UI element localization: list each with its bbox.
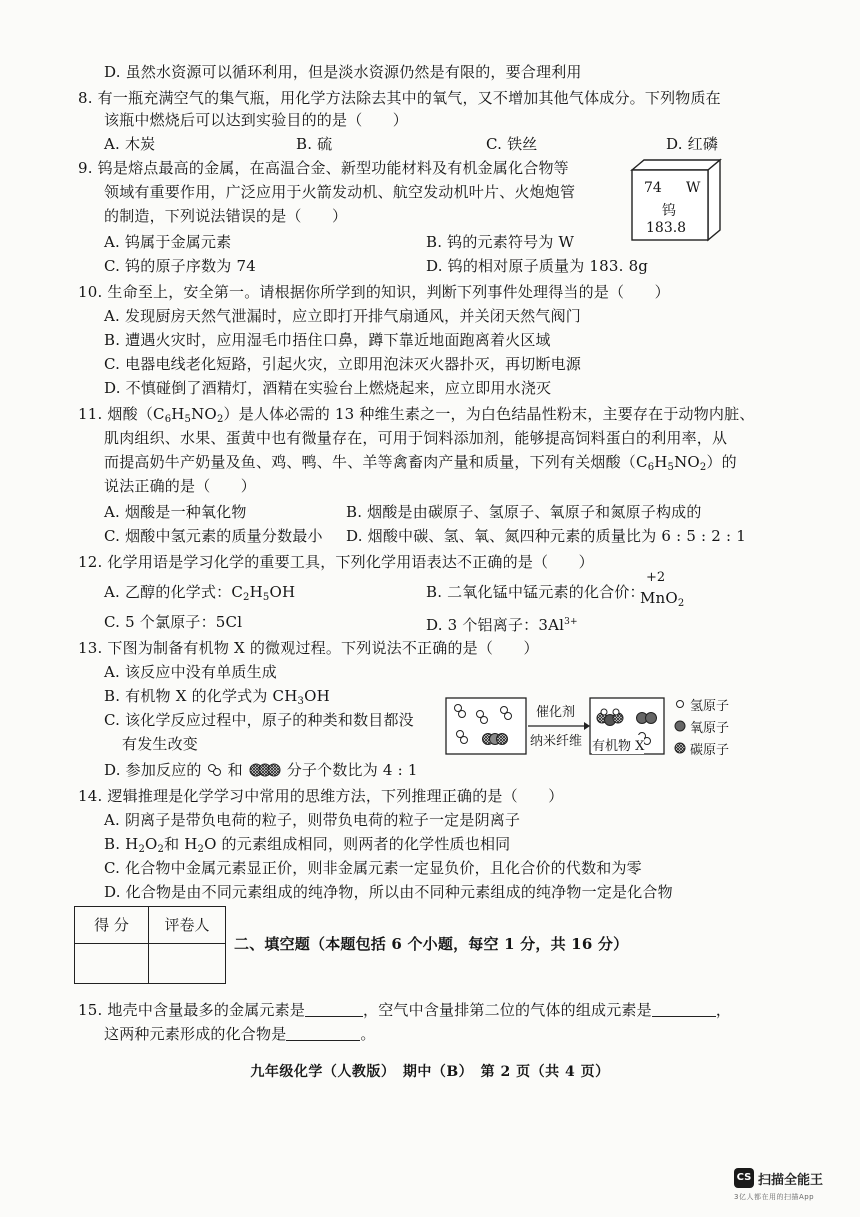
- co-molecule-icon: [248, 763, 282, 777]
- legend-carbon: 碳原子: [690, 743, 730, 758]
- q9-option-b: B. 钨的元素符号为 W: [426, 233, 575, 251]
- q11-stem-3: 而提高奶牛产奶量及鱼、鸡、鸭、牛、羊等禽畜肉产量和质量，下列有关烟酸$(C_6H_5NO_2)$的: [104, 453, 737, 473]
- product-label: 有机物 X: [592, 735, 644, 754]
- q12-option-a: A. 乙醇的化学式：$C_2H_5OH$: [104, 583, 296, 603]
- q14-option-b: B. $H_2O_2$和 $H_2O$ 的元素组成相同，则两者的化学性质也相同: [104, 835, 511, 855]
- score-cell[interactable]: [75, 944, 149, 983]
- q15-blank-1[interactable]: [305, 1002, 363, 1017]
- camscanner-logo-icon: CS: [734, 1168, 754, 1188]
- q15-line-2: 这两种元素形成的化合物是 。: [104, 1025, 376, 1043]
- q12-option-d: D. 3 个铝离子：$3Al^{3+}$: [426, 616, 578, 634]
- q14-option-c: C. 化合物中金属元素显正价，则非金属元素一定显负价，且化合价的代数和为零: [104, 859, 642, 877]
- q12-stem: 12. 化学用语是学习化学的重要工具，下列化学用语表达不正确的是（ ）: [78, 553, 594, 571]
- q8-option-d: D. 红磷: [666, 135, 719, 153]
- element-symbol: W: [686, 180, 701, 196]
- element-name: 钨: [662, 203, 676, 219]
- q11-option-c: C. 烟酸中氢元素的质量分数最小: [104, 527, 323, 545]
- q12-valence-mark: +2: [646, 570, 666, 585]
- q9-option-c: C. 钨的原子序数为 74: [104, 257, 256, 275]
- q8-stem-1: 8. 有一瓶充满空气的集气瓶，用化学方法除去其中的氧气，又不增加其他气体成分。下列物质在: [78, 89, 721, 107]
- q14-option-a: A. 阴离子是带负电荷的粒子，则带负电荷的粒子一定是阴离子: [104, 811, 521, 829]
- atomic-mass: 183.8: [646, 220, 687, 236]
- scanner-app-name: 扫描全能王: [758, 1173, 824, 1188]
- q9-option-a: A. 钨属于金属元素: [104, 233, 232, 251]
- q9-stem-3: 的制造，下列说法错误的是（ ）: [104, 207, 348, 225]
- q13-option-c-1: C. 该化学反应过程中，原子的种类和数目都没: [104, 711, 414, 729]
- q13-option-c-2: 有发生改变: [122, 735, 199, 753]
- q13-option-b: B. 有机物 X 的化学式为 $CH_3OH$: [104, 687, 330, 707]
- q9-stem-1: 9. 钨是熔点最高的金属，在高温合金、新型功能材料及有机金属化合物等: [78, 159, 569, 177]
- q15-blank-2[interactable]: [652, 1002, 716, 1017]
- section-2-title: 二、填空题（本题包括 6 个小题，每空 1 分，共 16 分）: [234, 935, 629, 953]
- legend-hydrogen: 氢原子: [690, 699, 730, 714]
- q13-stem: 13. 下图为制备有机物 X 的微观过程。下列说法不正确的是（ ）: [78, 639, 539, 657]
- scanner-tagline: 3亿人都在用的扫描App: [734, 1193, 815, 1201]
- q11-stem-4: 说法正确的是（ ）: [104, 477, 257, 495]
- q11-option-a: A. 烟酸是一种氧化物: [104, 503, 247, 521]
- score-table: [74, 906, 226, 984]
- q10-option-b: B. 遭遇火灾时，应用湿毛巾捂住口鼻，蹲下靠近地面跑离着火区域: [104, 331, 551, 349]
- q15-blank-3[interactable]: [286, 1026, 360, 1041]
- q8-stem-2: 该瓶中燃烧后可以达到实验目的的是（ ）: [104, 111, 409, 129]
- grader-header: 评卷人: [149, 907, 225, 944]
- reaction-diagram: [444, 692, 764, 762]
- legend-oxygen: 氧原子: [690, 721, 730, 736]
- q11-stem-2: 肌肉组织、水果、蛋黄中也有微量存在，可用于饲料添加剂，能够提高饲料蛋白的利用率，从: [104, 429, 728, 447]
- q10-option-d: D. 不慎碰倒了酒精灯，酒精在实验台上燃烧起来，应立即用水浇灭: [104, 379, 552, 397]
- q12-mno2-formula: MnO$_2$: [640, 589, 685, 609]
- hydrogen-molecule-icon: [207, 763, 223, 777]
- q9-stem-2: 领域有重要作用，广泛应用于火箭发动机、航空发动机叶片、火炮炮管: [104, 183, 576, 201]
- q13-option-a: A. 该反应中没有单质生成: [104, 663, 277, 681]
- tungsten-element-cell: [630, 158, 722, 242]
- q11-option-b: B. 烟酸是由碳原子、氢原子、氧原子和氮原子构成的: [346, 503, 702, 521]
- atomic-number: 74: [644, 180, 662, 196]
- q9-option-d: D. 钨的相对原子质量为 183. 8g: [426, 257, 649, 275]
- q14-option-d: D. 化合物是由不同元素组成的纯净物，所以由不同种元素组成的纯净物一定是化合物: [104, 883, 673, 901]
- q12-option-b: B. 二氧化锰中锰元素的化合价：: [426, 583, 645, 601]
- nanofiber-label: 纳米纤维: [530, 734, 583, 749]
- q10-stem: 10. 生命至上，安全第一。请根据你所学到的知识，判断下列事件处理得当的是（ ）: [78, 283, 670, 301]
- scanner-logo: [734, 1166, 844, 1206]
- q8-option-b: B. 硫: [296, 135, 333, 153]
- q11-option-d: D. 烟酸中碳、氢、氧、氮四种元素的质量比为 6 : 5 : 2 : 1: [346, 527, 746, 545]
- q8-option-a: A. 木炭: [104, 135, 156, 153]
- score-header: 得 分: [75, 907, 149, 944]
- q8-option-c: C. 铁丝: [486, 135, 538, 153]
- q10-option-a: A. 发现厨房天然气泄漏时，应立即打开排气扇通风，并关闭天然气阀门: [104, 307, 581, 325]
- page-footer: 九年级化学（人教版） 期中（B） 第 2 页（共 4 页）: [250, 1064, 610, 1080]
- q14-stem: 14. 逻辑推理是化学学习中常用的思维方法，下列推理正确的是（ ）: [78, 787, 564, 805]
- q7-option-d: D. 虽然水资源可以循环利用，但是淡水资源仍然是有限的，要合理利用: [104, 63, 582, 81]
- q11-stem-1: 11. 烟酸$(C_6H_5NO_2)$是人体必需的 13 种维生素之一，为白色结晶性粉末，主要存在于动物内脏、: [78, 405, 755, 425]
- q15-line-1: 15. 地壳中含量最多的金属元素是 ，空气中含量排第二位的气体的组成元素是 ，: [78, 1001, 732, 1019]
- catalyst-label: 催化剂: [536, 705, 576, 720]
- q12-option-c: C. 5 个氯原子：5Cl: [104, 613, 243, 631]
- q13-option-d: D. 参加反应的 和 分子个数比为 4 : 1: [104, 761, 418, 779]
- q10-option-c: C. 电器电线老化短路，引起火灾，立即用泡沫灭火器扑灭，再切断电源: [104, 355, 582, 373]
